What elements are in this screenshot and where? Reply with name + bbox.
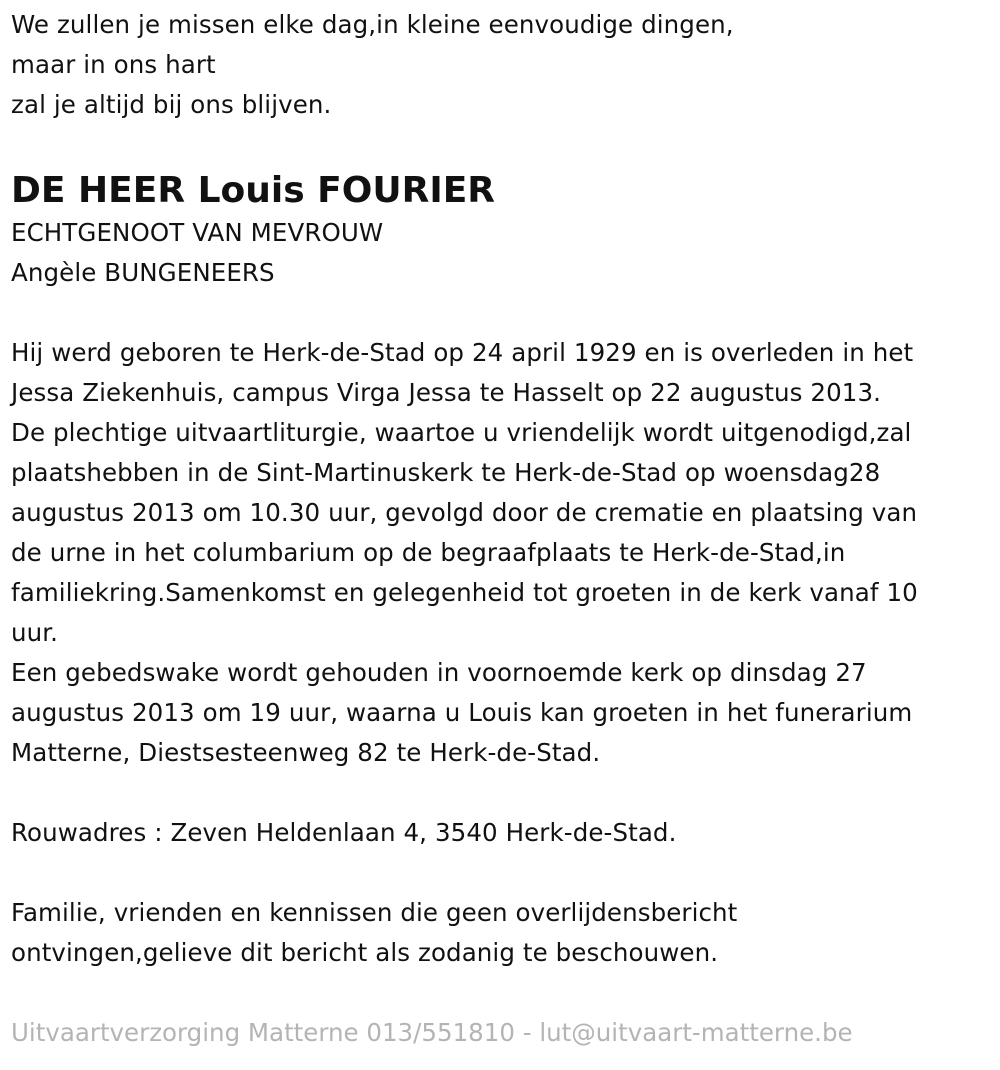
- spacer: [11, 853, 996, 893]
- notice-line: ontvingen,gelieve dit bericht als zodanig te beschouwen.: [11, 938, 719, 967]
- deceased-relation: ECHTGENOOT VAN MEVROUW: [11, 218, 384, 247]
- announcement-line: Matterne, Diestsesteenweg 82 te Herk-de-Stad.: [11, 738, 601, 767]
- announcement-line: de urne in het columbarium op de begraafplaats te Herk-de-Stad,in: [11, 538, 846, 567]
- spacer: [11, 125, 996, 165]
- deceased-name: DE HEER Louis FOURIER: [11, 170, 496, 211]
- announcement-line: augustus 2013 om 10.30 uur, gevolgd door de crematie en plaatsing van: [11, 498, 918, 527]
- mourning-address: Rouwadres : Zeven Heldenlaan 4, 3540 Herk-de-Stad.: [11, 818, 677, 847]
- announcement-line: De plechtige uitvaartliturgie, waartoe u vriendelijk wordt uitgenodigd,zal: [11, 418, 912, 447]
- deceased-block: [11, 169, 996, 293]
- announcement-line: familiekring.Samenkomst en gelegenheid tot groeten in de kerk vanaf 10: [11, 578, 918, 607]
- spacer: [11, 773, 996, 813]
- announcement-line: Hij werd geboren te Herk-de-Stad op 24 april 1929 en is overleden in het: [11, 338, 914, 367]
- poem: [11, 5, 996, 125]
- poem-line: We zullen je missen elke dag,in kleine eenvoudige dingen,: [11, 10, 734, 39]
- announcement-line: Een gebedswake wordt gehouden in voornoemde kerk op dinsdag 27: [11, 658, 867, 687]
- notice: [11, 893, 996, 973]
- announcement-line: Jessa Ziekenhuis, campus Virga Jessa te Hasselt op 22 augustus 2013.: [11, 378, 882, 407]
- spacer: [11, 293, 996, 333]
- announcement-text: [11, 333, 996, 773]
- announcement-line: uur.: [11, 618, 59, 647]
- funeral-home-footer: Uitvaartverzorging Matterne 013/551810 - lut@uitvaart-matterne.be: [11, 1018, 853, 1047]
- poem-line: maar in ons hart: [11, 50, 216, 79]
- obituary-document: [11, 5, 996, 973]
- announcement-line: augustus 2013 om 19 uur, waarna u Louis kan groeten in het funerarium: [11, 698, 913, 727]
- spouse-name: Angèle BUNGENEERS: [11, 258, 275, 287]
- notice-line: Familie, vrienden en kennissen die geen overlijdensbericht: [11, 898, 738, 927]
- poem-line: zal je altijd bij ons blijven.: [11, 90, 332, 119]
- announcement-line: plaatshebben in de Sint-Martinuskerk te Herk-de-Stad op woensdag28: [11, 458, 881, 487]
